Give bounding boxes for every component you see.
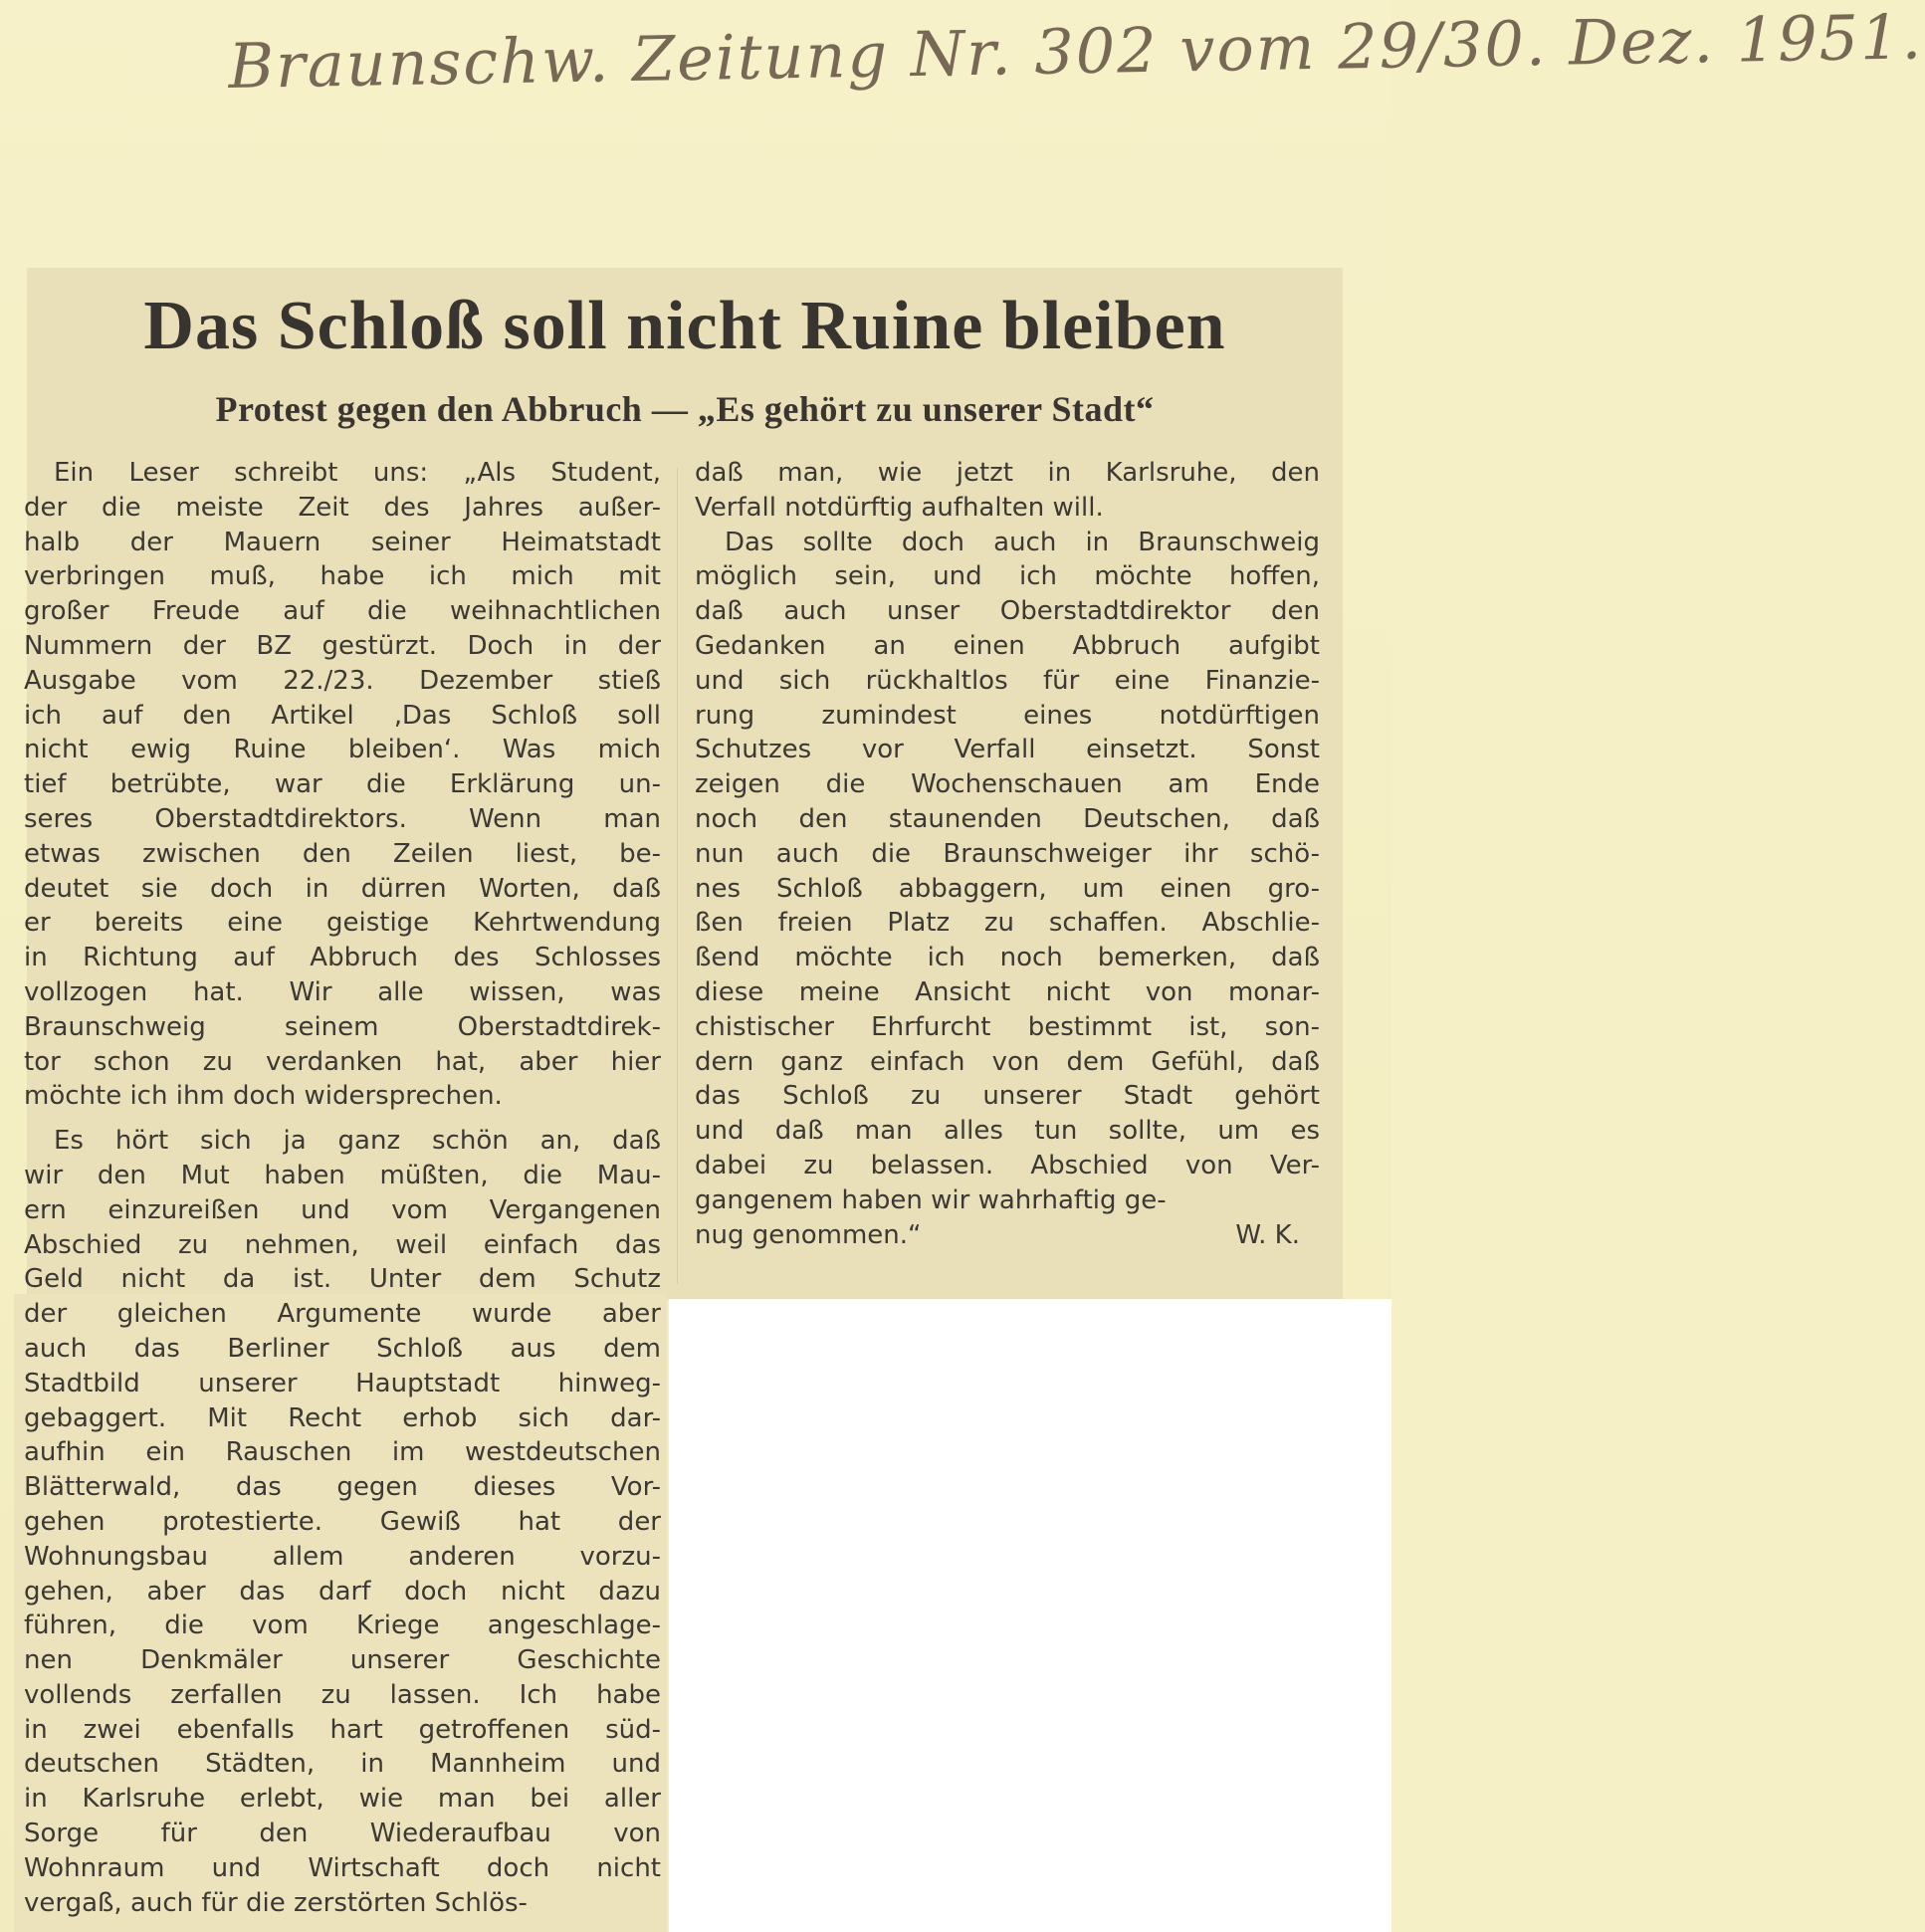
text-line: seres Oberstadtdirektors. Wenn man <box>24 803 661 834</box>
article-subheadline: Protest gegen den Abbruch — „Es gehört zu unserer Stadt“ <box>215 389 1155 429</box>
text-line: zeigen die Wochenschauen am Ende <box>695 769 1320 800</box>
text-line: ich auf den Artikel ‚Das Schloß soll <box>24 700 661 731</box>
text-line: Ausgabe vom 22./23. Dezember stieß <box>24 665 661 696</box>
text-line: tief betrübte, war die Erklärung un- <box>24 769 661 800</box>
handwritten-source-note: Braunschw. Zeitung Nr. 302 vom 29/30. Dez. 1951. <box>227 0 1924 104</box>
text-line: daß man, wie jetzt in Karlsruhe, den <box>695 458 1320 488</box>
text-line: ßen freien Platz zu schaffen. Abschlie- <box>695 908 1320 939</box>
article-right-column <box>695 456 1320 1252</box>
blank-corner <box>669 1299 1391 1932</box>
text-line: dabei zu belassen. Abschied von Ver- <box>695 1150 1320 1181</box>
text-line: großer Freude auf die weihnachtlichen <box>24 596 661 627</box>
text-line: gehen protestierte. Gewiß hat der <box>24 1506 661 1537</box>
text-line: in zwei ebenfalls hart getroffenen süd- <box>24 1714 661 1745</box>
column-separator <box>677 468 678 1284</box>
text-line: Wohnungsbau allem anderen vorzu- <box>24 1541 661 1572</box>
text-line: in Richtung auf Abbruch des Schlosses <box>24 943 661 973</box>
text-line: halb der Mauern seiner Heimatstadt <box>24 527 661 557</box>
text-line: nes Schloß abbaggern, um einen gro- <box>695 873 1320 904</box>
text-line: Wohnraum und Wirtschaft doch nicht <box>24 1852 661 1883</box>
text-line: dern ganz einfach von dem Gefühl, daß <box>695 1046 1320 1077</box>
text-line: auch das Berliner Schloß aus dem <box>24 1333 661 1364</box>
text-line: Sorge für den Wiederaufbau von <box>24 1819 661 1849</box>
text-line: vollends zerfallen zu lassen. Ich habe <box>24 1679 661 1710</box>
text-line: diese meine Ansicht nicht von monar- <box>695 976 1320 1007</box>
author-signature: W. K. <box>1235 1219 1300 1250</box>
article-headline: Das Schloß soll nicht Ruine bleiben <box>143 288 1226 364</box>
text-line: er bereits eine geistige Kehrtwendung <box>24 908 661 939</box>
text-line: Abschied zu nehmen, weil einfach das <box>24 1229 661 1260</box>
closing-line <box>695 1218 1320 1253</box>
text-line: der die meiste Zeit des Jahres außer- <box>24 492 661 523</box>
text-line: gehen, aber das darf doch nicht dazu <box>24 1576 661 1607</box>
text-line: tor schon zu verdanken hat, aber hier <box>24 1046 661 1077</box>
text-line: gebaggert. Mit Recht erhob sich dar- <box>24 1402 661 1433</box>
text-line: Braunschweig seinem Oberstadtdirek- <box>24 1011 661 1042</box>
text-line: nen Denkmäler unserer Geschichte <box>24 1645 661 1676</box>
closing-text: nug genommen.“ <box>695 1219 922 1250</box>
right-paragraph-2 <box>695 526 1320 1218</box>
text-line: deutschen Städten, in Mannheim und <box>24 1749 661 1780</box>
text-line: Blätterwald, das gegen dieses Vor- <box>24 1472 661 1503</box>
text-line: Geld nicht da ist. Unter dem Schutz <box>24 1264 661 1295</box>
text-line: deutet sie doch in dürren Worten, daß <box>24 873 661 904</box>
paragraph-gap <box>24 1114 661 1124</box>
text-line: nicht ewig Ruine bleiben‘. Was mich <box>24 735 661 765</box>
text-line: ßend möchte ich noch bemerken, daß <box>695 943 1320 973</box>
text-line: Das sollte doch auch in Braunschweig <box>725 527 1320 557</box>
text-line: daß auch unser Oberstadtdirektor den <box>695 596 1320 627</box>
text-line: vollzogen hat. Wir alle wissen, was <box>24 976 661 1007</box>
left-paragraph-1 <box>24 456 661 1114</box>
text-line: ern einzureißen und vom Vergangenen <box>24 1194 661 1225</box>
text-line: chistischer Ehrfurcht bestimmt ist, son- <box>695 1011 1320 1042</box>
text-line: möglich sein, und ich möchte hoffen, <box>695 561 1320 592</box>
text-line: Schutzes vor Verfall einsetzt. Sonst <box>695 735 1320 765</box>
text-line: und sich rückhaltlos für eine Finanzie- <box>695 665 1320 696</box>
text-line: Nummern der BZ gestürzt. Doch in der <box>24 630 661 661</box>
text-line: verbringen muß, habe ich mich mit <box>24 561 661 592</box>
right-paragraph-1 <box>695 456 1320 526</box>
text-line: Es hört sich ja ganz schön an, daß <box>54 1126 661 1157</box>
text-line: Gedanken an einen Abbruch aufgibt <box>695 630 1320 661</box>
text-line: wir den Mut haben müßten, die Mau- <box>24 1160 661 1190</box>
article-left-column <box>24 456 661 1920</box>
text-line: Verfall notdürftig aufhalten will. <box>695 492 1104 523</box>
left-paragraph-2 <box>24 1124 661 1920</box>
text-line: Ein Leser schreibt uns: „Als Student, <box>54 458 661 488</box>
text-line: gangenem haben wir wahrhaftig ge- <box>695 1184 1167 1215</box>
text-line: vergaß, auch für die zerstörten Schlös- <box>24 1887 528 1918</box>
text-line: noch den staunenden Deutschen, daß <box>695 803 1320 834</box>
text-line: das Schloß zu unserer Stadt gehört <box>695 1081 1320 1112</box>
text-line: etwas zwischen den Zeilen liest, be- <box>24 838 661 869</box>
text-line: in Karlsruhe erlebt, wie man bei aller <box>24 1784 661 1815</box>
text-line: der gleichen Argumente wurde aber <box>24 1299 661 1330</box>
text-line: Stadtbild unserer Hauptstadt hinweg- <box>24 1368 661 1398</box>
text-line: führen, die vom Kriege angeschlage- <box>24 1610 661 1641</box>
text-line: möchte ich ihm doch widersprechen. <box>24 1081 503 1112</box>
text-line: nun auch die Braunschweiger ihr schö- <box>695 838 1320 869</box>
text-line: und daß man alles tun sollte, um es <box>695 1116 1320 1147</box>
text-line: rung zumindest eines notdürftigen <box>695 700 1320 731</box>
text-line: aufhin ein Rauschen im westdeutschen <box>24 1437 661 1468</box>
